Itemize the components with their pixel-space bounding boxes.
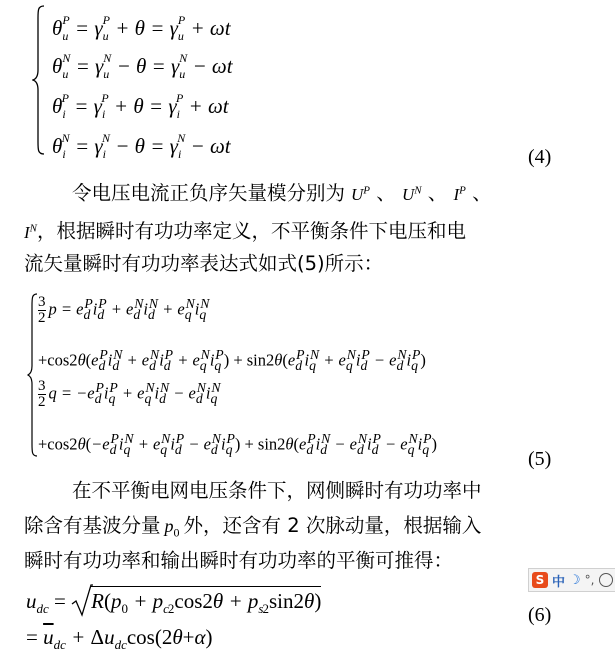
equation-6-line-2: = $\overline{u}_{dc} + \Delta u_{dc}\cos(2\theta+\alpha)$ <box>26 625 213 653</box>
symbol-I-N: $I^N$ <box>24 222 38 242</box>
ime-mode-toggle[interactable]: 中 <box>552 574 566 590</box>
equation-5-line-1: 3 2 $p = e_d^Pi_d^P + e_d^Ni_d^N + e_q^Ni_q^N$ <box>38 294 210 327</box>
separator-2: 、 <box>427 181 448 205</box>
symbol-U-N: $U^N$ <box>401 184 422 204</box>
paragraph-1-text-a: 令电压电流正负序矢量模分别为 <box>72 181 346 205</box>
punctuation-toggle[interactable]: °, <box>584 573 595 587</box>
symbol-p0: $p_0$ <box>164 516 180 540</box>
symbol-I-P: $I^P$ <box>453 184 466 204</box>
equation-4-brace <box>32 4 46 161</box>
equation-4-line-4: $\theta_i^N = \gamma_i^N - \theta = \gamma_i^N - \omega t$ <box>52 131 231 161</box>
equation-6-number: (6) <box>528 604 552 626</box>
equation-6-line-1: $u_{dc} = R(p_0 + p_{c2}\cos 2\theta + p_{s2}\sin 2\theta)$ <box>26 584 321 618</box>
separator-3: 、 <box>472 181 492 205</box>
paragraph-1-line-2 <box>24 210 466 251</box>
equation-4-line-3: $\theta_i^P = \gamma_i^P + \theta = \gamma_i^P + \omega t$ <box>52 91 229 121</box>
moon-icon[interactable]: ☽ <box>569 572 581 588</box>
paragraph-1-line-3: 流矢量瞬时有功功率表达式如式(5)所示： <box>24 252 384 275</box>
paragraph-1-line-1 <box>72 172 492 213</box>
paragraph-2-text-a: 除含有基波分量 <box>24 514 161 537</box>
equation-4-number: (4) <box>528 146 552 168</box>
sqrt-symbol <box>71 584 93 618</box>
paragraph-2-line-3: 瞬时有功功率和输出瞬时有功功率的平衡可推得： <box>24 549 454 572</box>
equation-5-line-3: 3 2 $q = -e_d^Pi_q^P + e_q^Ni_d^N - e_d^Ni_q^N$ <box>38 378 221 411</box>
ime-logo-icon[interactable]: S <box>532 572 548 588</box>
separator-1: 、 <box>376 181 396 205</box>
equation-5-line-4: $+\cos 2\theta(-e_d^Pi_q^N + e_q^Ni_d^P - e_d^Ni_q^P) + \sin 2\theta(e_d^Pi_d^N - e_d^Ni_d^P - e_q^Ni_q^P)$ <box>38 431 438 457</box>
equation-5-line-2: $+\cos 2\theta(e_d^Pi_d^N + e_d^Ni_d^P + e_q^Ni_q^P) + \sin 2\theta(e_d^Pi_q^N + e_q^Ni_d^P - e_d^Ni_q^P)$ <box>38 347 426 373</box>
paragraph-1-line-2-text: ，根据瞬时有功功率定义，不平衡条件下电压和电 <box>37 219 467 243</box>
ime-toolbar[interactable] <box>528 568 615 592</box>
equation-4-line-1: $\theta_u^P = \gamma_u^P + \theta = \gamma_u^P + \omega t$ <box>52 13 231 43</box>
paragraph-2-line-1: 在不平衡电网电压条件下，网侧瞬时有功功率中 <box>72 479 482 502</box>
symbol-U-P: $U^P$ <box>351 184 371 204</box>
equation-4-line-2: $\theta_u^N = \gamma_u^N - \theta = \gamma_u^N - \omega t$ <box>52 51 233 81</box>
emoji-face-icon[interactable] <box>599 573 613 587</box>
paragraph-2-text-b: 外，还含有 2 次脉动量，根据输入 <box>183 514 482 537</box>
equation-5-number: (5) <box>528 448 552 470</box>
